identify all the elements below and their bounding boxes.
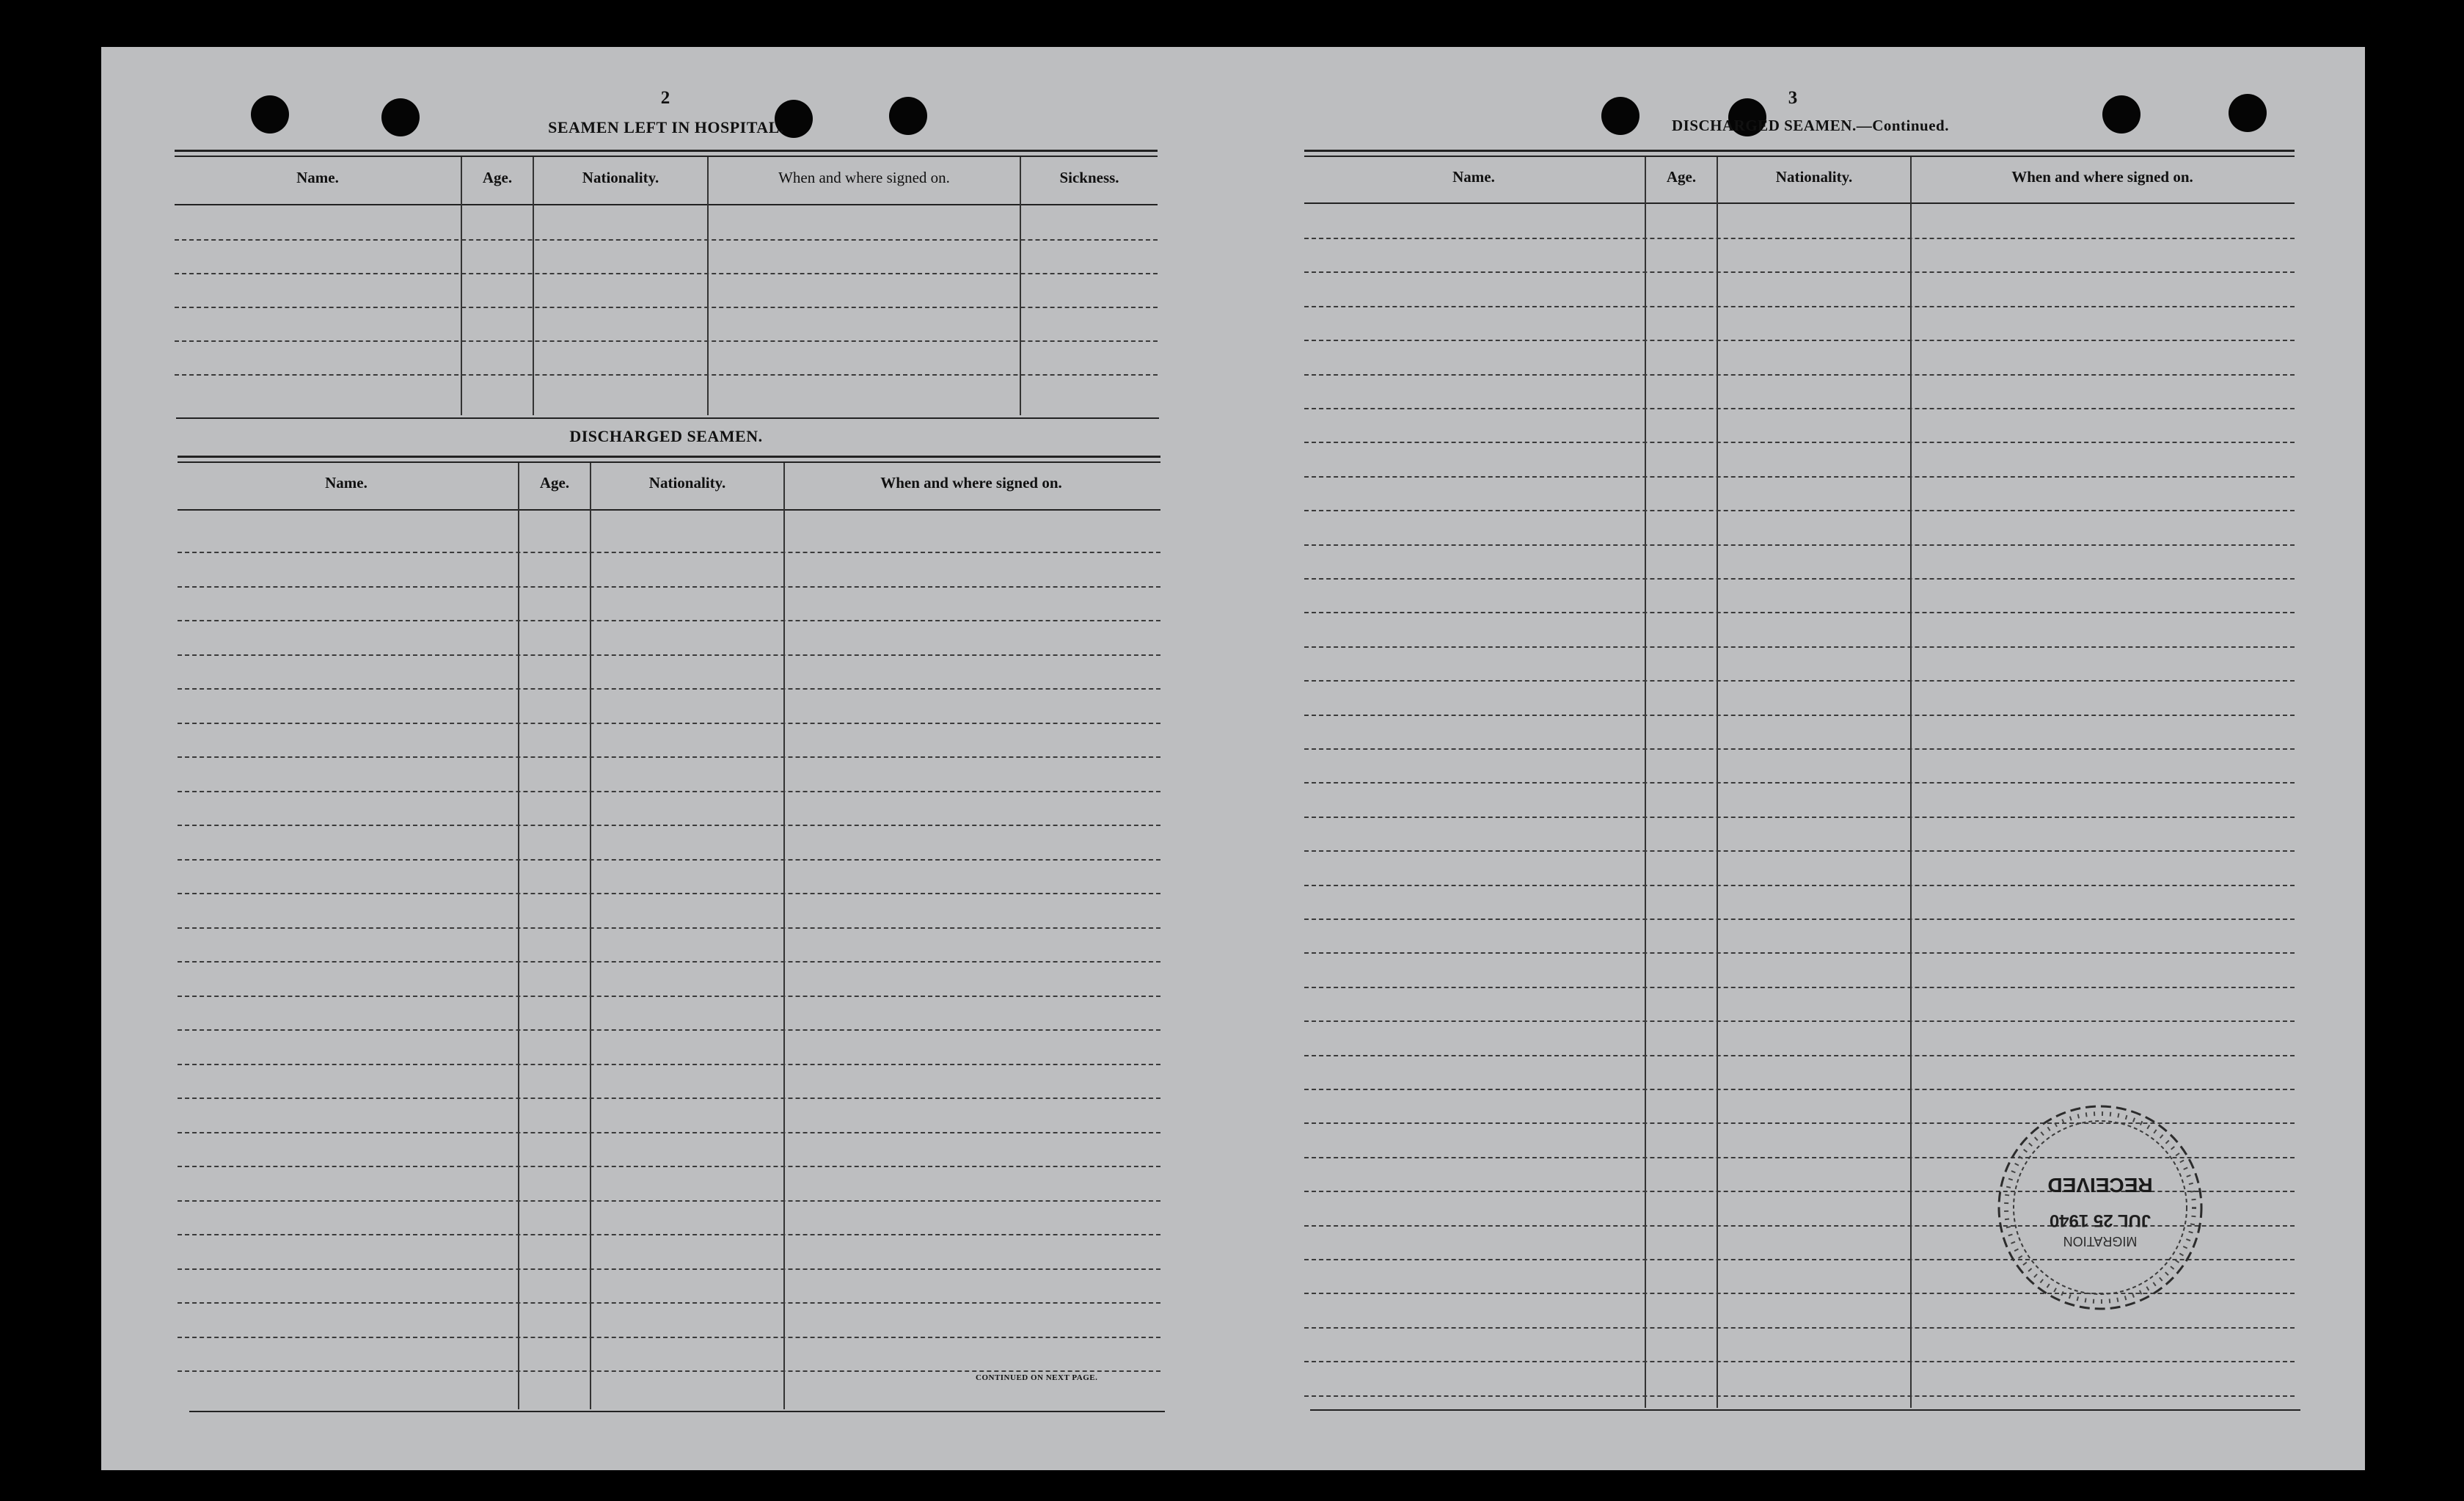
ruled-line	[178, 859, 1160, 861]
ruled-line	[1304, 1395, 2295, 1397]
ruled-line	[175, 340, 1158, 342]
received-stamp	[1986, 1098, 2214, 1321]
ruled-line	[1304, 442, 2295, 443]
ruled-line	[178, 620, 1160, 621]
ruled-line	[1304, 987, 2295, 988]
ruled-line	[178, 1234, 1160, 1235]
table-top-rule	[175, 150, 1158, 152]
ruled-line	[175, 273, 1158, 274]
column-header-when-where-signed-on: When and where signed on.	[880, 474, 1062, 492]
ruled-line	[178, 1200, 1160, 1202]
column-divider	[783, 463, 785, 1409]
ruled-line	[178, 961, 1160, 963]
column-header-when-where-signed-on: When and where signed on.	[2011, 168, 2193, 186]
column-divider	[1020, 157, 1021, 415]
ruled-line	[178, 1166, 1160, 1167]
ruled-line	[1304, 782, 2295, 784]
column-header-nationality: Nationality.	[648, 474, 726, 492]
ruled-line	[178, 1337, 1160, 1338]
ruled-line	[178, 723, 1160, 724]
ruled-line	[1304, 271, 2295, 273]
column-divider	[707, 157, 709, 415]
ruled-line	[1304, 817, 2295, 818]
svg-text:MIGRATION: MIGRATION	[2063, 1234, 2138, 1249]
ruled-line	[178, 1132, 1160, 1133]
ruled-line	[1304, 1089, 2295, 1090]
column-header-age: Age.	[1666, 168, 1697, 186]
ruled-line	[1304, 748, 2295, 750]
ruled-line	[1304, 1020, 2295, 1022]
page-number: 3	[1788, 88, 1798, 108]
ruled-line	[1304, 238, 2295, 239]
ruled-line	[1304, 646, 2295, 648]
ruled-line	[175, 307, 1158, 308]
ruled-line	[1304, 578, 2295, 580]
column-header-nationality: Nationality.	[582, 169, 659, 186]
ruled-line	[178, 654, 1160, 656]
ruled-line	[1304, 850, 2295, 852]
ruled-line	[1304, 680, 2295, 682]
table-top-rule	[178, 461, 1160, 463]
column-header-sickness: Sickness.	[1059, 169, 1119, 186]
section-bottom-rule	[176, 417, 1159, 419]
section-title-discharged-seamen: DISCHARGED SEAMEN.	[569, 427, 763, 445]
ruled-line	[1304, 544, 2295, 546]
ruled-line	[1304, 476, 2295, 478]
section-title-discharged-seamen-continued: DISCHARGED SEAMEN.—Continued.	[1672, 117, 1949, 134]
ruled-line	[1304, 306, 2295, 307]
ruled-line	[178, 1029, 1160, 1031]
ruled-line	[175, 239, 1158, 241]
ruled-line	[1304, 1327, 2295, 1329]
ruled-line	[175, 374, 1158, 376]
table-top-rule	[175, 156, 1158, 157]
continued-note: CONTINUED ON NEXT PAGE.	[976, 1373, 1098, 1382]
ruled-line	[1304, 885, 2295, 886]
column-header-age: Age.	[482, 169, 513, 186]
document-sheet	[101, 47, 2365, 1470]
column-header-nationality: Nationality.	[1775, 168, 1853, 186]
ruled-line	[178, 688, 1160, 690]
svg-text:RECEIVED: RECEIVED	[2047, 1174, 2153, 1197]
ruled-line	[178, 1064, 1160, 1065]
column-header-name: Name.	[1452, 168, 1495, 186]
ruled-line	[178, 893, 1160, 894]
header-bottom-rule	[175, 204, 1158, 205]
ruled-line	[178, 586, 1160, 588]
ruled-line	[1304, 1055, 2295, 1056]
ruled-line	[1304, 340, 2295, 341]
table-top-rule	[1304, 150, 2295, 152]
column-header-when-where-signed-on: When and where signed on.	[778, 169, 950, 186]
ruled-line	[1304, 510, 2295, 511]
ruled-line	[178, 552, 1160, 553]
left-page	[101, 47, 1216, 1470]
ruled-line	[178, 1098, 1160, 1099]
ruled-line	[178, 927, 1160, 929]
table-top-rule	[1304, 156, 2295, 157]
column-header-name: Name.	[296, 169, 339, 186]
column-divider	[533, 157, 534, 415]
ruled-line	[1304, 1361, 2295, 1362]
section-title-seamen-left-in-hospital: SEAMEN LEFT IN HOSPITAL.	[548, 118, 784, 136]
stamp-graphic	[1986, 1098, 2214, 1318]
ruled-line	[1304, 952, 2295, 954]
ruled-line	[178, 1268, 1160, 1270]
page-number: 2	[660, 88, 670, 108]
column-divider	[461, 157, 462, 415]
ruled-line	[1304, 374, 2295, 376]
right-page	[1231, 47, 2365, 1470]
ruled-line	[178, 825, 1160, 826]
table-bottom-rule	[189, 1411, 1165, 1412]
column-header-age: Age.	[539, 474, 570, 492]
ruled-line	[178, 791, 1160, 792]
column-divider	[590, 463, 591, 1409]
ruled-line	[178, 1302, 1160, 1304]
ruled-line	[178, 756, 1160, 758]
ruled-line	[178, 1370, 1160, 1372]
ruled-line	[1304, 715, 2295, 716]
ruled-line	[1304, 919, 2295, 920]
column-divider	[518, 463, 519, 1409]
table-bottom-rule	[1310, 1409, 2300, 1411]
svg-text:JUL 25 1940: JUL 25 1940	[2049, 1210, 2152, 1230]
header-bottom-rule	[1304, 202, 2295, 204]
table-top-rule	[178, 456, 1160, 458]
ruled-line	[1304, 408, 2295, 409]
ruled-line	[178, 996, 1160, 997]
column-header-name: Name.	[325, 474, 368, 492]
ruled-line	[1304, 612, 2295, 613]
header-bottom-rule	[178, 509, 1160, 511]
